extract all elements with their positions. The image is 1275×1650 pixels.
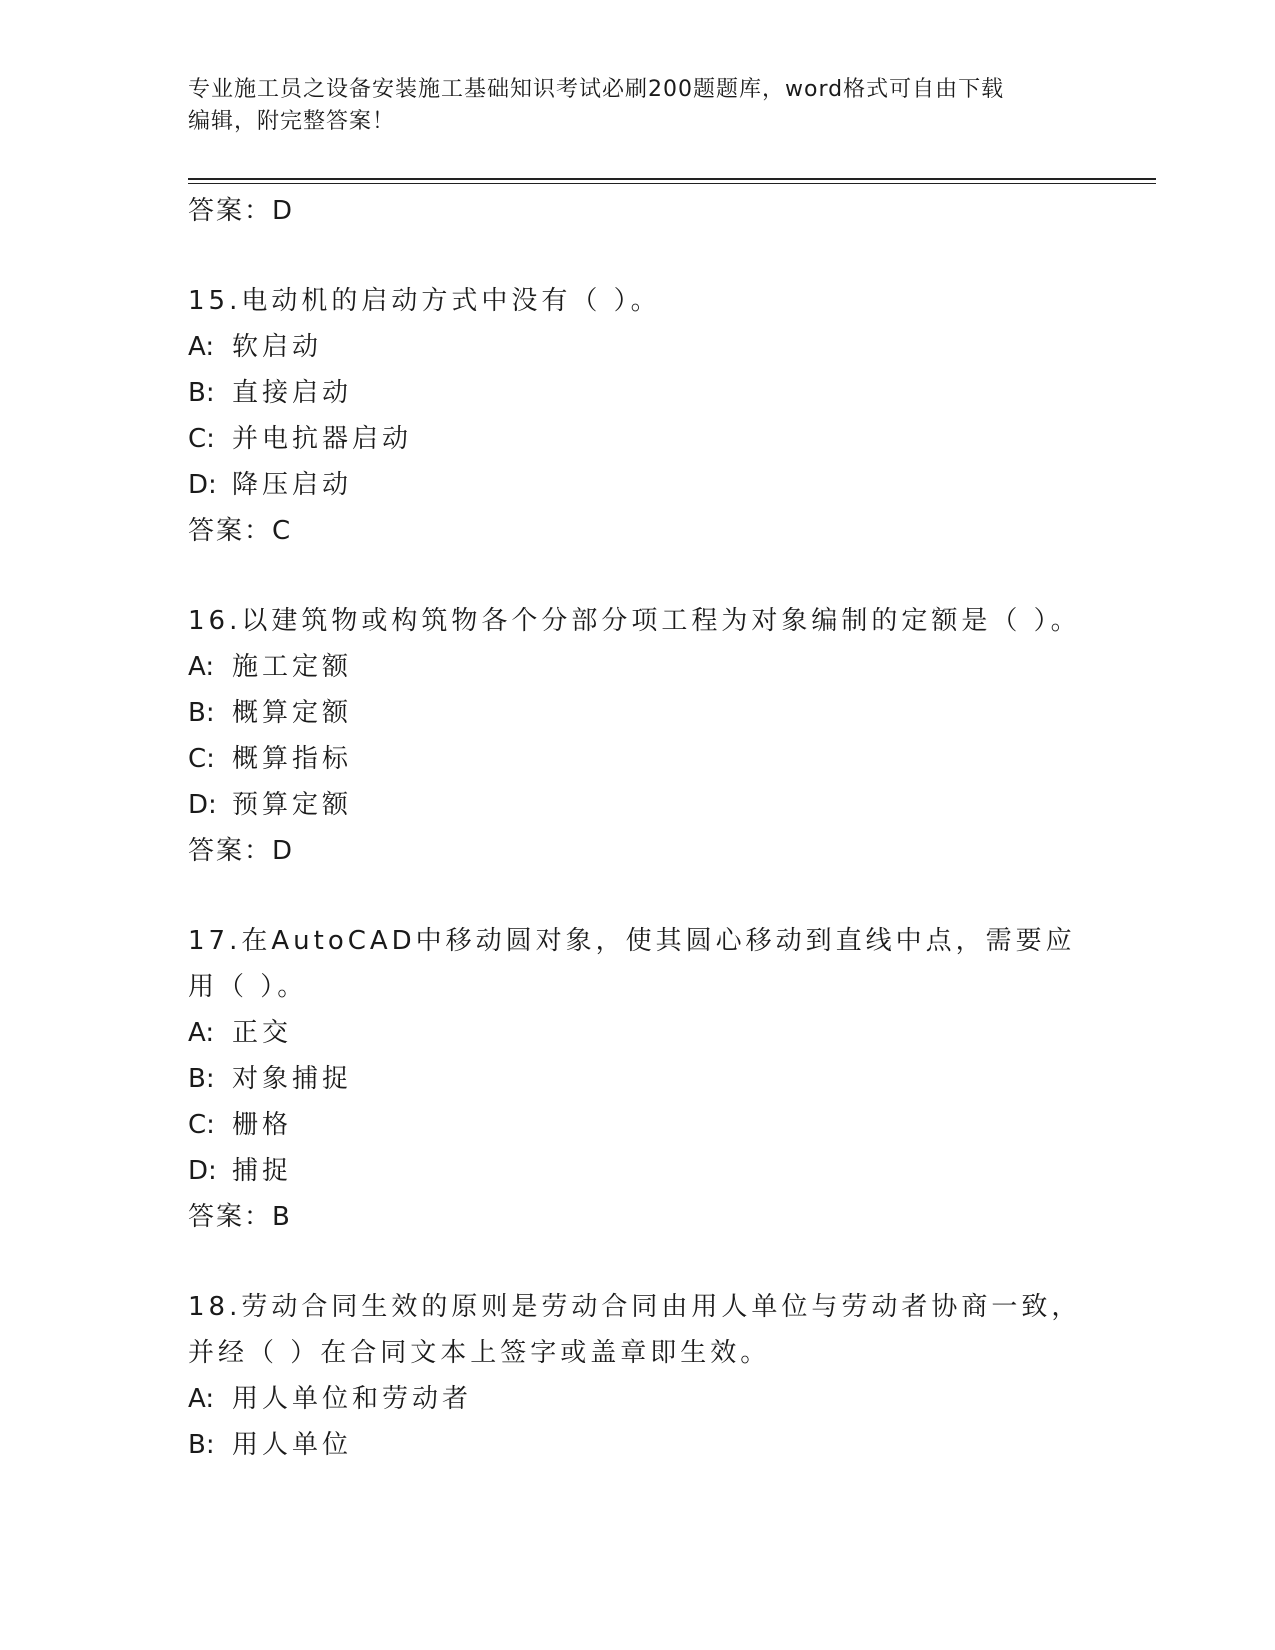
- document-header: [188, 74, 1088, 138]
- question-stem: 电动机的启动方式中没有（ ）。: [241, 286, 661, 316]
- option-label: A:: [188, 1384, 215, 1414]
- option-label: B:: [188, 1430, 215, 1460]
- option-text: 软启动: [232, 332, 323, 362]
- option-text: 对象捕捉: [232, 1064, 353, 1094]
- option-text: 降压启动: [232, 470, 353, 500]
- question-number: 15.: [188, 286, 242, 316]
- question-number: 16.: [188, 606, 242, 636]
- option-text: 直接启动: [232, 378, 353, 408]
- option-label: B:: [188, 1064, 215, 1094]
- option-text: 预算定额: [232, 790, 353, 820]
- option-label: A:: [188, 332, 215, 362]
- option-b: [188, 1056, 1088, 1102]
- question-block: [188, 1284, 1088, 1468]
- answer-line: 答案：B: [188, 1202, 292, 1232]
- option-b: [188, 1422, 1088, 1468]
- answer-line: 答案：C: [188, 516, 293, 546]
- question-text: [188, 598, 1088, 644]
- question-text: [188, 278, 1088, 324]
- option-text: 正交: [232, 1018, 293, 1048]
- question-block: [188, 278, 1088, 554]
- question-number: 18.: [188, 1292, 242, 1322]
- document-body: [188, 188, 1088, 1468]
- option-d: [188, 1148, 1088, 1194]
- option-text: 概算定额: [232, 698, 353, 728]
- question-stem: 劳动合同生效的原则是劳动合同由用人单位与劳动者协商一致，并经（ ）在合同文本上签字或盖章即生效。: [188, 1292, 1082, 1368]
- option-text: 用人单位: [232, 1430, 353, 1460]
- header-line-2: 编辑，附完整答案！: [188, 109, 396, 134]
- option-c: [188, 1102, 1088, 1148]
- option-c: [188, 736, 1088, 782]
- option-text: 栅格: [232, 1110, 293, 1140]
- question-block: [188, 598, 1088, 874]
- answer-line: 答案：D: [188, 196, 295, 226]
- option-a: [188, 324, 1088, 370]
- option-a: [188, 644, 1088, 690]
- header-divider-thin: [188, 183, 1156, 184]
- question-text: [188, 1284, 1088, 1376]
- option-text: 施工定额: [232, 652, 353, 682]
- header-line-1: 专业施工员之设备安装施工基础知识考试必刷200题题库，word格式可自由下载: [188, 77, 1005, 102]
- option-d: [188, 782, 1088, 828]
- question-stem: 在AutoCAD中移动圆对象，使其圆心移动到直线中点，需要应用（ ）。: [188, 926, 1076, 1002]
- option-text: 捕捉: [232, 1156, 293, 1186]
- option-text: 并电抗器启动: [232, 424, 413, 454]
- option-label: C:: [188, 1110, 215, 1140]
- option-label: D:: [188, 790, 217, 820]
- option-b: [188, 370, 1088, 416]
- option-label: A:: [188, 652, 215, 682]
- option-label: D:: [188, 470, 217, 500]
- option-label: C:: [188, 744, 215, 774]
- question-block: [188, 918, 1088, 1240]
- option-label: B:: [188, 378, 215, 408]
- answer-line: 答案：D: [188, 836, 295, 866]
- option-label: D:: [188, 1156, 217, 1186]
- option-a: [188, 1376, 1088, 1422]
- option-label: C:: [188, 424, 215, 454]
- question-text: [188, 918, 1088, 1010]
- option-text: 概算指标: [232, 744, 353, 774]
- question-stem: 以建筑物或构筑物各个分部分项工程为对象编制的定额是（ ）。: [241, 606, 1081, 636]
- option-label: A:: [188, 1018, 215, 1048]
- option-d: [188, 462, 1088, 508]
- option-label: B:: [188, 698, 215, 728]
- option-c: [188, 416, 1088, 462]
- option-text: 用人单位和劳动者: [232, 1384, 473, 1414]
- header-divider-thick: [188, 178, 1156, 180]
- option-a: [188, 1010, 1088, 1056]
- question-number: 17.: [188, 926, 242, 956]
- option-b: [188, 690, 1088, 736]
